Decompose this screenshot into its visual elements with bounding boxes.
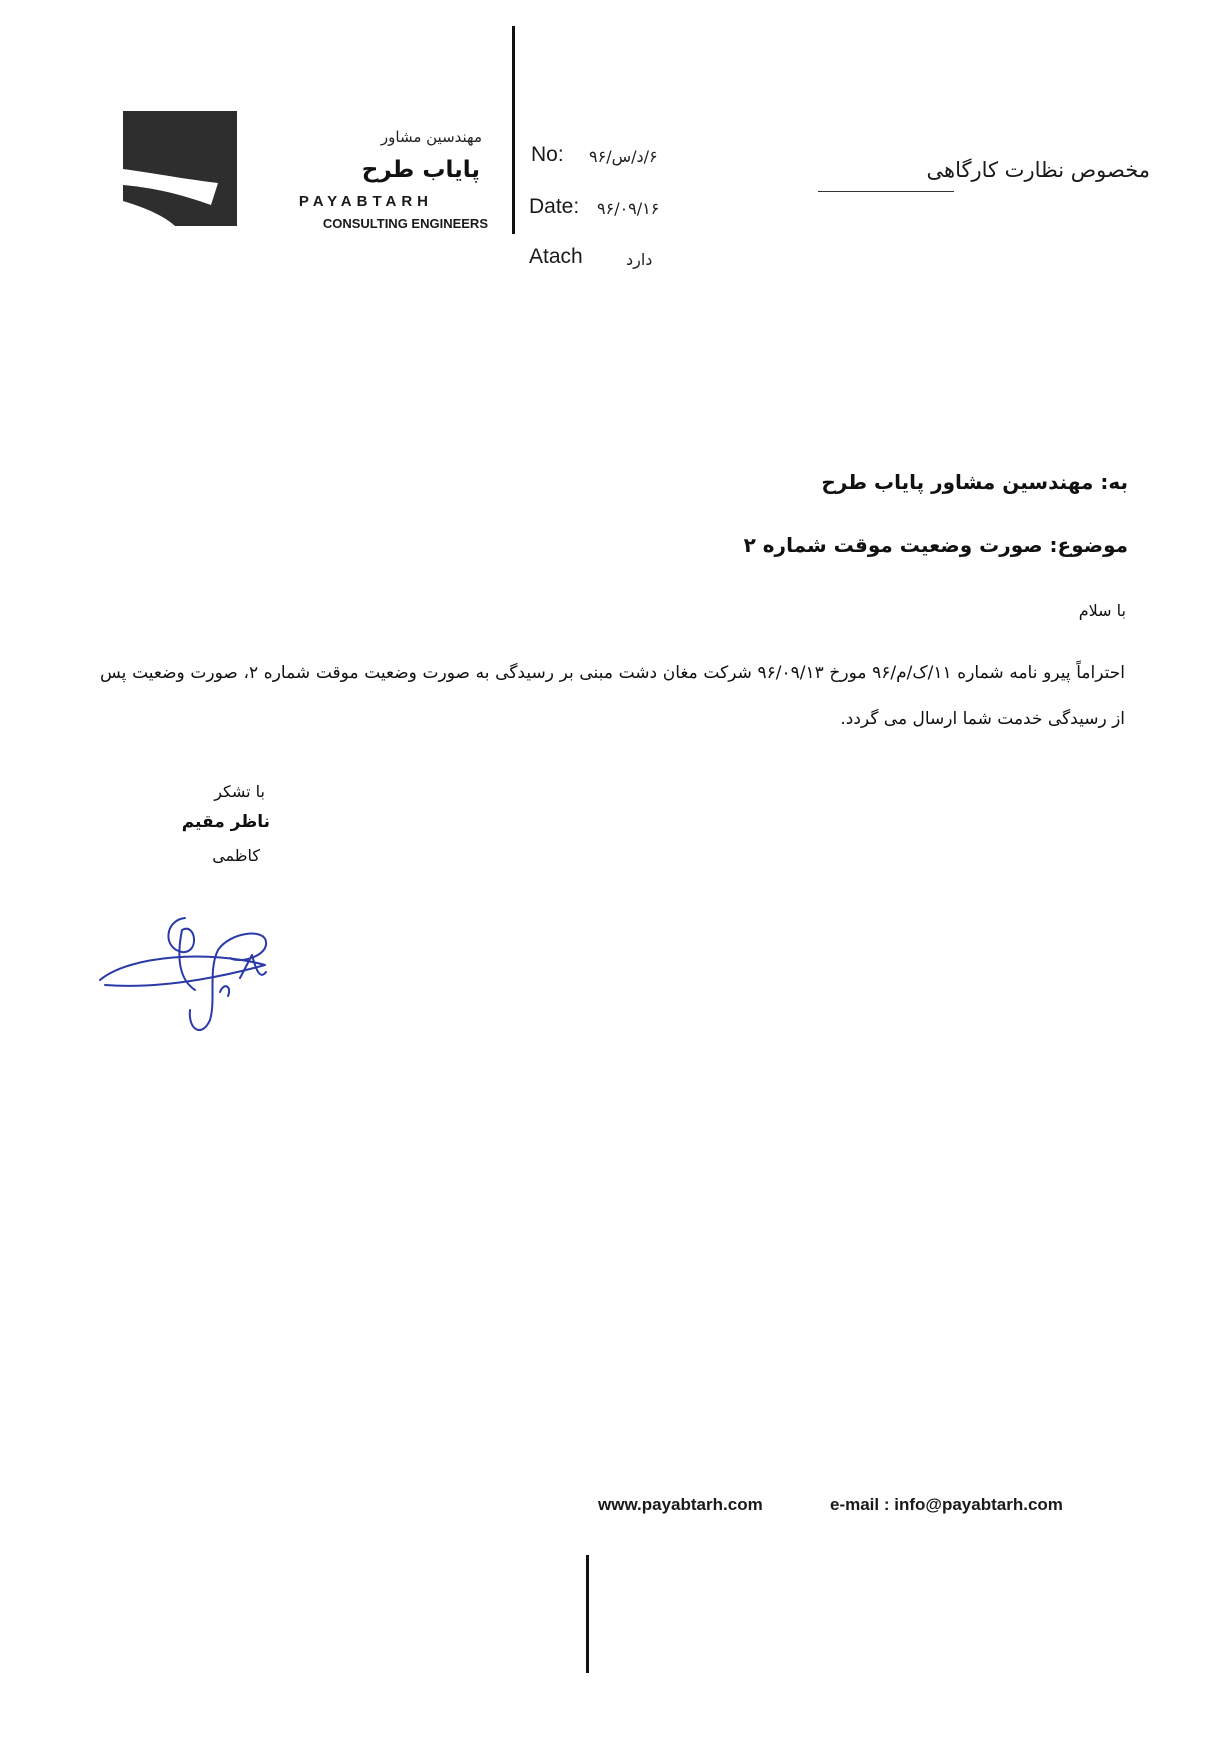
payabtarh-logo-icon [123, 111, 237, 226]
closing-thanks: با تشکر [214, 782, 265, 801]
attachment-label: Atach [529, 245, 583, 268]
signer-title: ناظر مقیم [181, 812, 270, 832]
footer-email: e-mail : info@payabtarh.com [830, 1495, 1063, 1514]
header-divider [512, 26, 515, 234]
footer-website: www.payabtarh.com [598, 1495, 763, 1514]
letter-body: احتراماً پیرو نامه شماره ۱۱/ک/م/۹۶ مورخ ۹۶/۰۹/۱۳ شرکت مغان دشت مبنی بر رسیدگی به صورت وضعیت موقت شماره ۲، صورت وضعیت پس از رسیدگی خدمت شما ارسال می گردد. [100, 663, 1125, 729]
reference-number-value: ۶/د/س/۹۶ [589, 147, 658, 166]
firm-name-english: PAYABTARH [298, 193, 433, 210]
confidential-underline [818, 191, 954, 192]
handwritten-signature-icon [90, 860, 290, 1044]
date-label: Date: [529, 195, 580, 218]
firm-name-persian: پایاب طرح [361, 157, 480, 183]
greeting: با سلام [1078, 601, 1126, 620]
recipient-line: به: مهندسین مشاور پایاب طرح [821, 470, 1128, 494]
reference-number-label: No: [531, 143, 564, 166]
subject-line: موضوع: صورت وضعیت موقت شماره ۲ [743, 533, 1128, 557]
signer-name: کاظمی [212, 846, 260, 865]
footer-divider [586, 1555, 589, 1673]
confidential-note: مخصوص نظارت کارگاهی [926, 158, 1150, 182]
attachment-value: دارد [626, 250, 653, 269]
firm-tagline: CONSULTING ENGINEERS [322, 216, 488, 231]
date-value: ۹۶/۰۹/۱۶ [597, 199, 660, 218]
firm-name-persian-small: مهندسین مشاور [380, 128, 482, 146]
